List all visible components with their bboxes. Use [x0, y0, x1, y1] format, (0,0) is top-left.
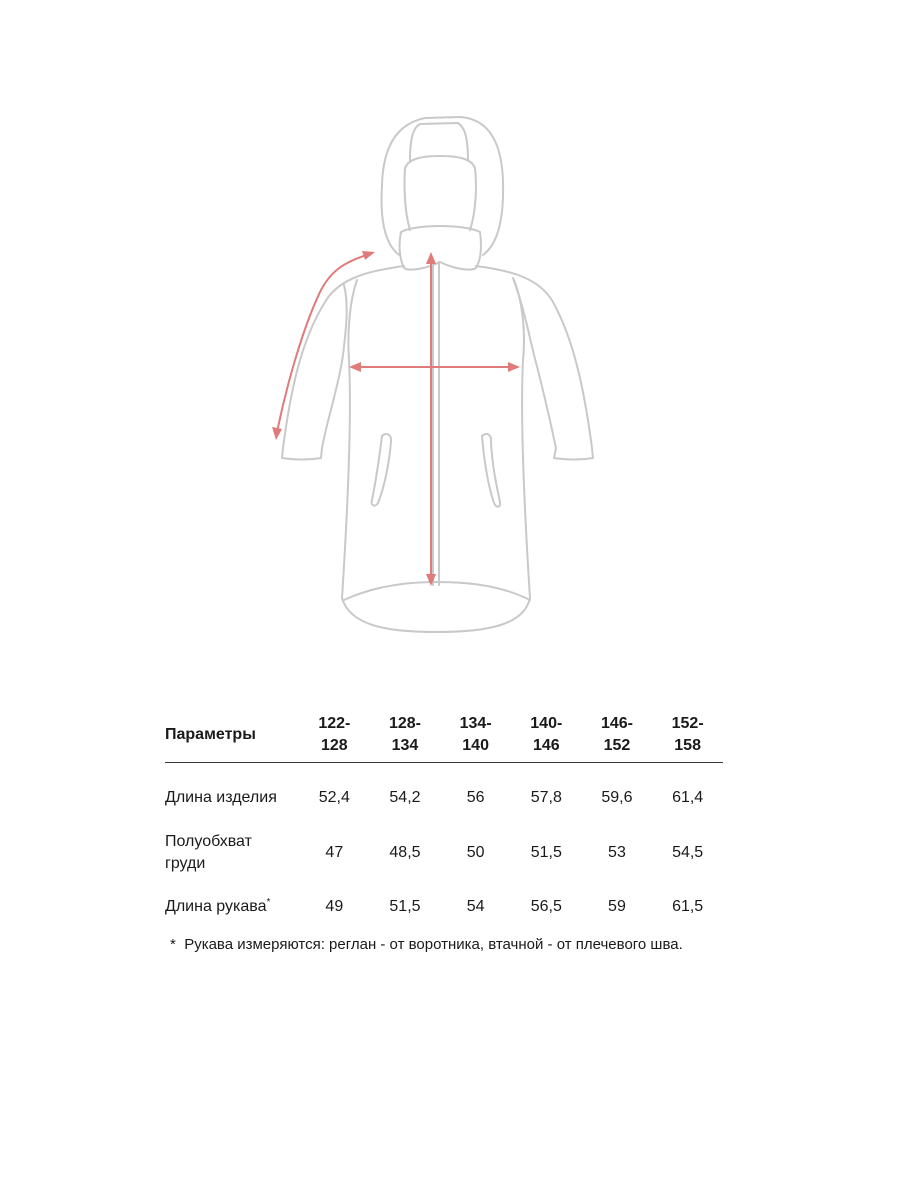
- size-header-line: 140-: [530, 715, 563, 732]
- row-label: [165, 879, 299, 935]
- table-cell: 48,5: [389, 844, 421, 861]
- size-header: [299, 708, 370, 763]
- table-cell: 59,6: [601, 789, 633, 806]
- size-header-line: 152: [603, 737, 631, 754]
- table-cell: 57,8: [530, 789, 562, 806]
- footnote-mark: *: [266, 897, 271, 908]
- size-header: [440, 708, 511, 763]
- row-label-line: Полуобхват: [165, 833, 252, 850]
- table-row: [165, 827, 723, 879]
- row-label: [165, 827, 299, 879]
- length-arrow-head-bottom: [426, 574, 436, 586]
- table-cell: 61,4: [672, 789, 704, 806]
- size-header: [370, 708, 441, 763]
- table-cell: 49: [325, 898, 344, 915]
- size-header-line: 146-: [600, 715, 633, 732]
- coat-outline: [282, 117, 593, 632]
- table-row: [165, 879, 723, 935]
- param-header: Параметры: [165, 708, 299, 763]
- size-table: [165, 708, 723, 935]
- length-arrow-head-top: [426, 252, 436, 264]
- table-cell: 56,5: [530, 898, 562, 915]
- size-header-line: 134-: [459, 715, 492, 732]
- footnote: [170, 936, 683, 953]
- table-cell: 56: [466, 789, 485, 806]
- table-cell: 59: [608, 898, 626, 915]
- table-cell: 54,2: [389, 789, 421, 806]
- size-header: [511, 708, 582, 763]
- row-label-text: Длина рукава: [165, 898, 267, 915]
- size-header-line: 128-: [388, 715, 421, 732]
- table-cell: 50: [466, 844, 485, 861]
- size-header-line: 146: [532, 737, 560, 754]
- table-cell: 53: [608, 844, 626, 861]
- table-cell: 52,4: [318, 789, 350, 806]
- sleeve-arrow-head-bottom: [272, 427, 282, 440]
- size-header-line: 128: [320, 737, 348, 754]
- chest-arrow-head-left: [349, 362, 361, 372]
- size-header: [652, 708, 723, 763]
- table-cell: 47: [325, 844, 344, 861]
- table-cell: 61,5: [672, 898, 704, 915]
- footnote-text: Рукава измеряются: реглан - от воротника, втачной - от плечевого шва.: [184, 936, 683, 953]
- chest-arrow-head-right: [508, 362, 520, 372]
- size-header-line: 134: [391, 737, 419, 754]
- table-cell: 54,5: [672, 844, 704, 861]
- sleeve-arrow-head-top: [362, 251, 375, 260]
- size-header-line: 152-: [671, 715, 704, 732]
- size-table-header: [165, 708, 723, 763]
- size-header: [582, 708, 653, 763]
- size-header-line: 158: [674, 737, 701, 754]
- row-label-line: груди: [165, 855, 206, 872]
- row-label: Длина изделия: [165, 789, 277, 806]
- table-cell: 51,5: [389, 898, 421, 915]
- measurement-arrows: [272, 251, 520, 586]
- size-header-line: 122-: [318, 715, 351, 732]
- table-cell: 54: [466, 898, 485, 915]
- table-row: [165, 763, 723, 828]
- table-cell: 51,5: [530, 844, 562, 861]
- footnote-asterisk: *: [170, 936, 176, 953]
- size-header-line: 140: [462, 737, 489, 754]
